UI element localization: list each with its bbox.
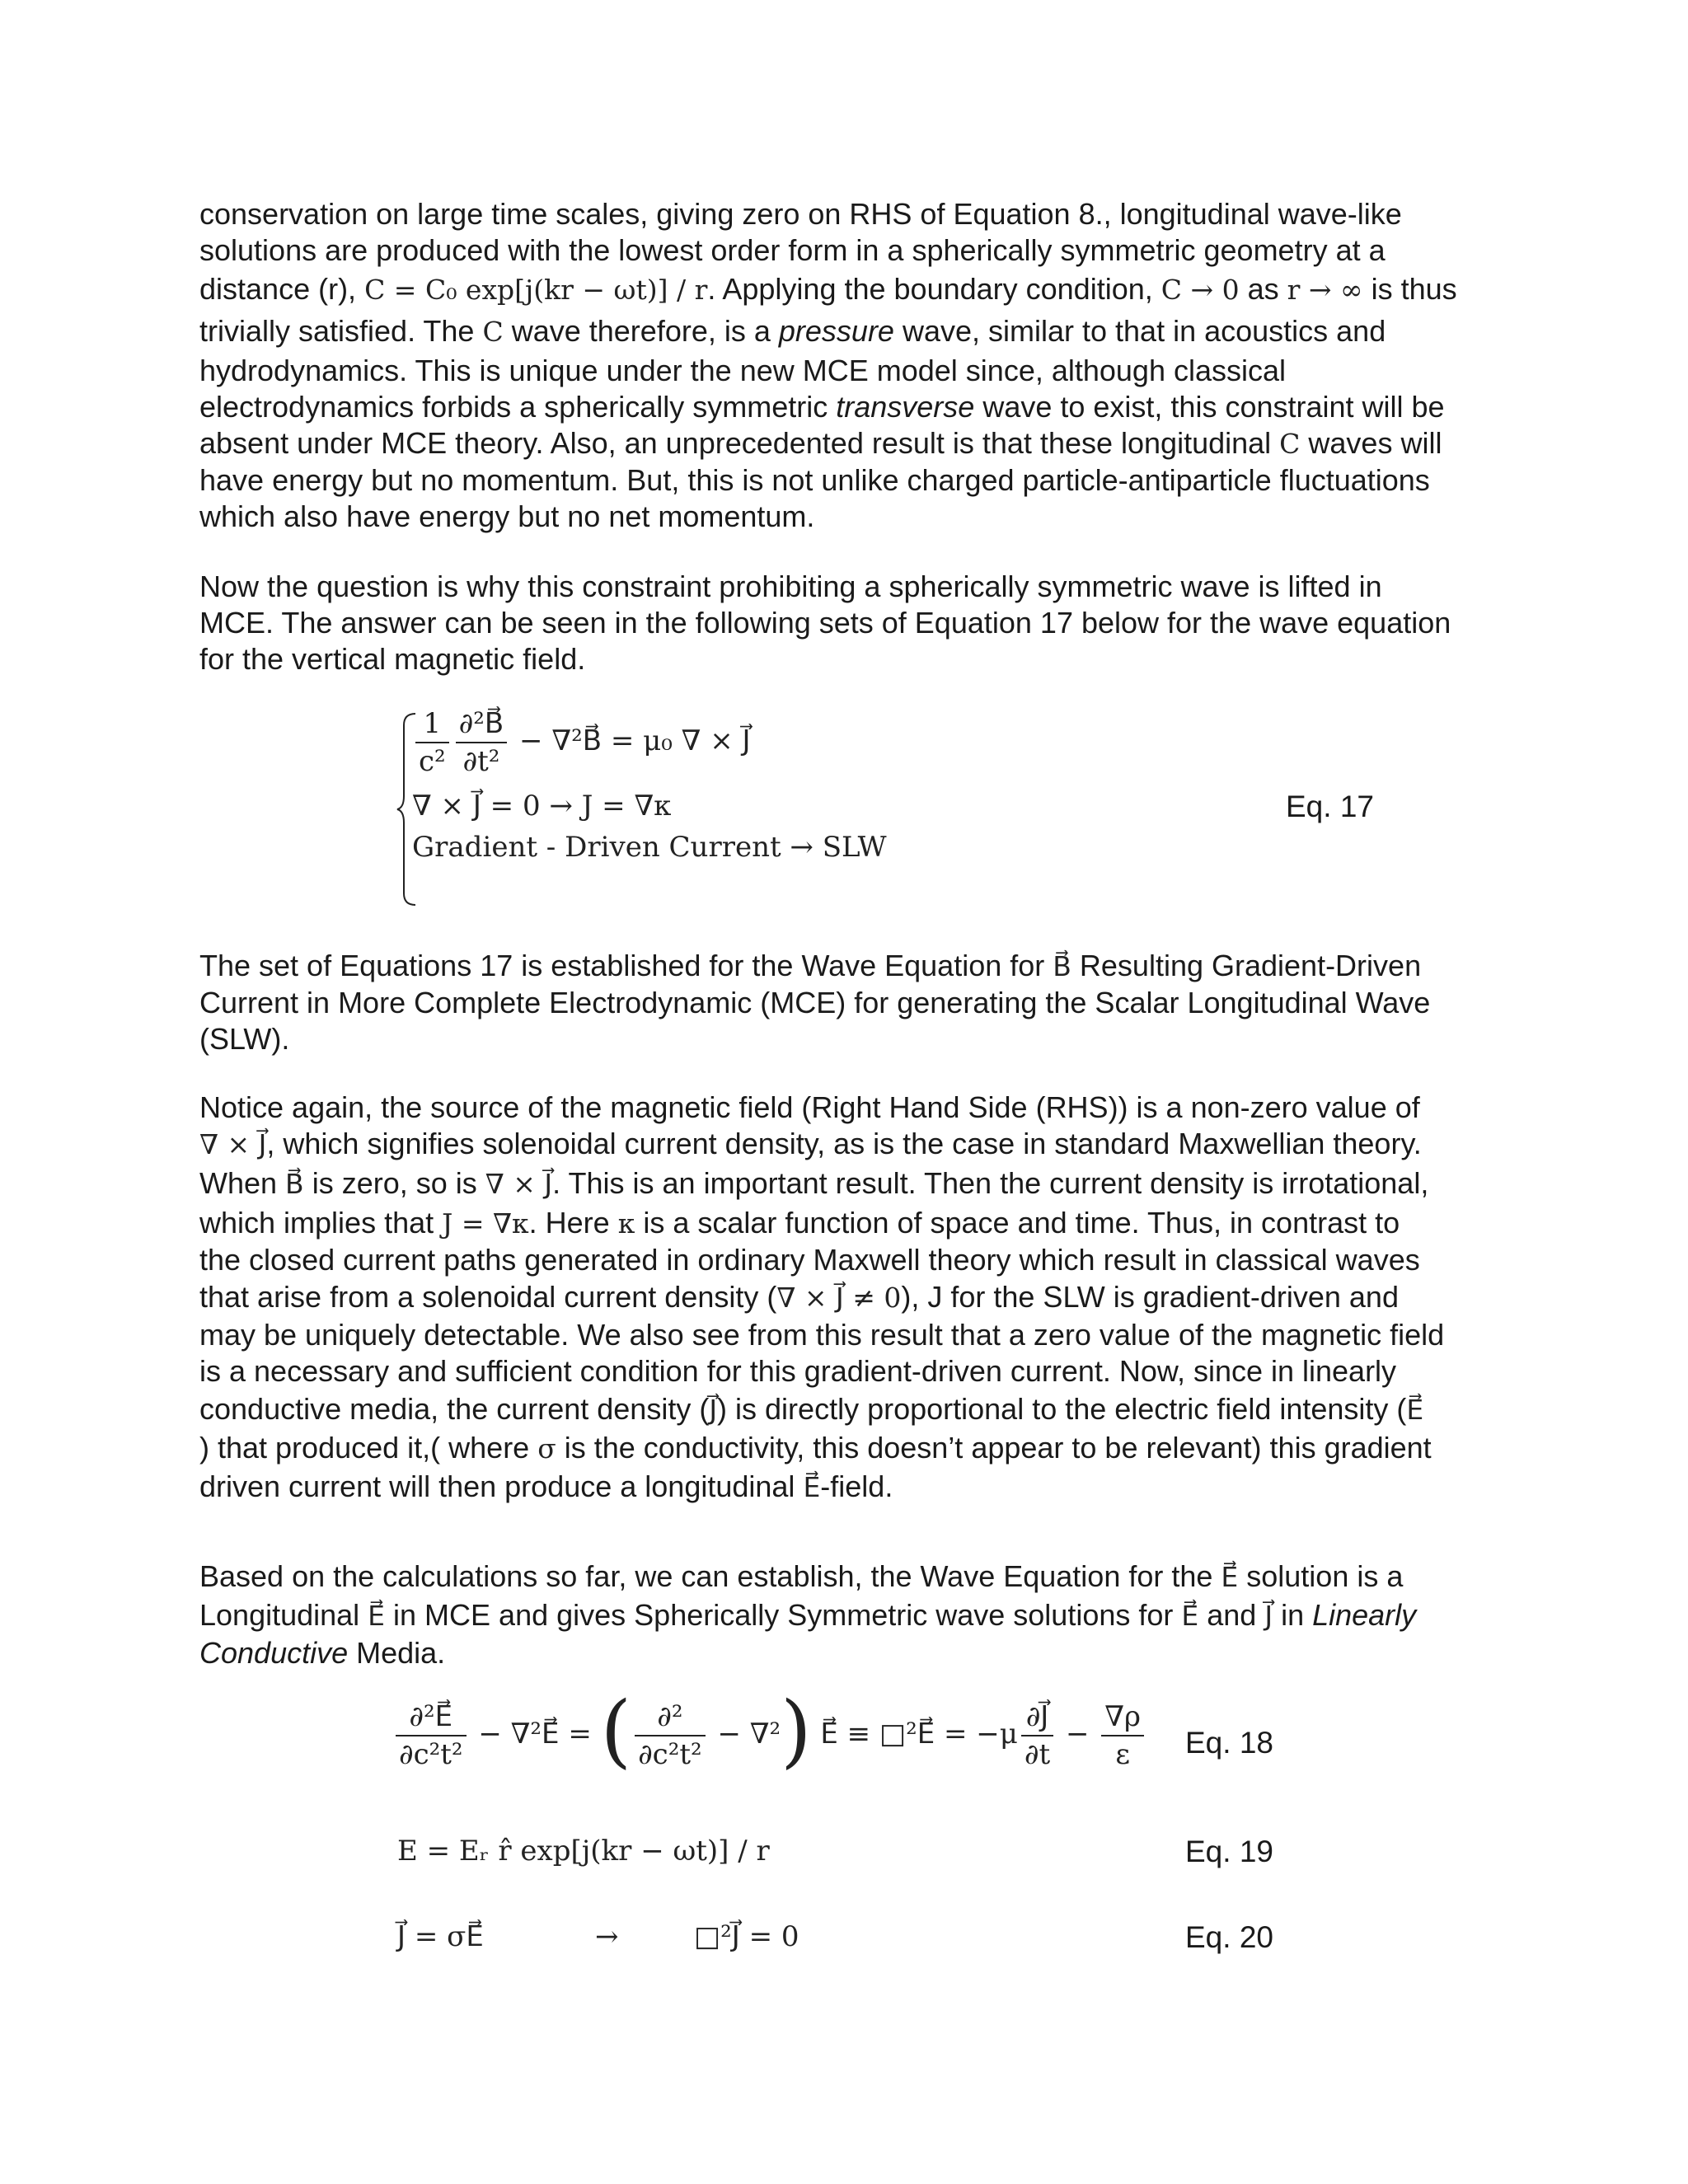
inline-math: J⃗: [1264, 1600, 1273, 1632]
inline-math: C = C₀ exp[j(kr − ωt)] / r: [364, 274, 708, 306]
text-line: which implies that J = ∇κ. Here κ is a scalar function of space and time. Thus, in contrast to: [199, 1206, 1400, 1240]
inline-math: r → ∞: [1287, 274, 1363, 306]
text-line: ) that produced it,( where σ is the conductivity, this doesn’t appear to be relevant) this gradient: [199, 1431, 1432, 1465]
inline-math: J⃗: [709, 1394, 718, 1426]
equation-20-label: Eq. 20: [1185, 1920, 1273, 1954]
text-line: When B⃗ is zero, so is ∇ × J⃗. This is an important result. Then the current density is irrotational,: [199, 1166, 1429, 1200]
paragraph-c-wave: [199, 196, 1502, 535]
text-line: driven current will then produce a longitudinal E⃗-field.: [199, 1469, 893, 1503]
inline-math: C: [1279, 428, 1301, 460]
text-line: Now the question is why this constraint prohibiting a spherically symmetric wave is lifted in: [199, 569, 1382, 603]
equation-19-label: Eq. 19: [1185, 1835, 1273, 1868]
inline-math: ∇ × J⃗ ≠ 0: [776, 1282, 902, 1314]
inline-math: E⃗: [1221, 1561, 1239, 1593]
text-line: electrodynamics forbids a spherically symmetric transverse wave to exist, this constraint will be: [199, 390, 1445, 424]
equation-20-lhs: J⃗ = σE⃗: [397, 1920, 484, 1953]
paragraph-notice: [199, 1090, 1502, 1507]
text-line: for the vertical magnetic field.: [199, 642, 586, 676]
inline-math: B⃗: [285, 1168, 304, 1200]
paragraph-question: [199, 569, 1502, 677]
paragraph-eq17-description: [199, 948, 1502, 1057]
text-line: the closed current paths generated in ordinary Maxwell theory which result in classical waves: [199, 1243, 1420, 1277]
text-line: have energy but no momentum. But, this is not unlike charged particle-antiparticle fluctuations: [199, 463, 1430, 497]
text-line: Conductive Media.: [199, 1636, 446, 1670]
equation-17-label: Eq. 17: [1286, 790, 1374, 823]
text-line: which also have energy but no net momentum.: [199, 499, 815, 533]
equation-17-row-2: ∇ × J⃗ = 0 → J = ∇κ: [412, 790, 672, 823]
text-line: The set of Equations 17 is established for the Wave Equation for B⃗ Resulting Gradient-Driven: [199, 949, 1422, 982]
inline-math: σ: [537, 1432, 556, 1465]
text-line: MCE. The answer can be seen in the following sets of Equation 17 below for the wave equation: [199, 606, 1451, 640]
equation-20-rhs: □²J⃗ = 0: [694, 1920, 799, 1953]
inline-math: κ: [617, 1207, 635, 1240]
inline-math: E⃗: [1181, 1600, 1199, 1632]
inline-math: C → 0: [1160, 274, 1240, 306]
equation-17-row-1: $\frac{1}{\text{c²}}$ $\frac{\text{∂²B⃗}}{\text{∂t²}}$ − ∇²B⃗ = μ₀ ∇ × J⃗: [412, 707, 751, 778]
inline-math: ∇ × J⃗: [199, 1128, 267, 1160]
text-line: Current in More Complete Electrodynamic (MCE) for generating the Scalar Longitudinal Wave: [199, 986, 1431, 1019]
text-line: conductive media, the current density (J⃗) is directly proportional to the electric field intensity (E⃗: [199, 1392, 1424, 1426]
paragraph-wave-equation-e: [199, 1558, 1502, 1671]
text-line: solutions are produced with the lowest order form in a spherically symmetric geometry at a: [199, 233, 1386, 267]
inline-math: C: [482, 316, 504, 348]
inline-math: E⃗: [803, 1471, 821, 1503]
text-line: hydrodynamics. This is unique under the new MCE model since, although classical: [199, 354, 1287, 387]
inline-math: J = ∇κ: [442, 1207, 529, 1240]
equation-18-label: Eq. 18: [1185, 1726, 1273, 1760]
text-line: Notice again, the source of the magnetic field (Right Hand Side (RHS)) is a non-zero value of: [199, 1090, 1420, 1124]
inline-math: B⃗: [1053, 950, 1071, 982]
inline-math: E⃗: [368, 1600, 386, 1632]
text-line: distance (r), C = C₀ exp[j(kr − ωt)] / r. Applying the boundary condition, C → 0 as r → ∞ is thus: [199, 272, 1457, 306]
text-line: may be uniquely detectable. We also see from this result that a zero value of the magnetic field: [199, 1318, 1445, 1352]
text-line: is a necessary and sufficient condition for this gradient-driven current. Now, since in linearly: [199, 1354, 1397, 1388]
text-line: Based on the calculations so far, we can establish, the Wave Equation for the E⃗ solution is a: [199, 1559, 1404, 1593]
text-line: absent under MCE theory. Also, an unprecedented result is that these longitudinal C waves will: [199, 426, 1442, 460]
text-line: Longitudinal E⃗ in MCE and gives Spherically Symmetric wave solutions for E⃗ and J⃗ in Linearly: [199, 1598, 1417, 1632]
equation-18: $\frac{\text{∂²E⃗}}{\text{∂c²t²}}$ − ∇²E⃗ = ( $\frac{\text{∂²}}{\text{∂c²t²}}$ − ∇²) E⃗ ≡ □²E⃗ = −μ $\frac{\partial J⃗}{\partial t}$ − $\frac{\nabla\rho}{\varepsilon}$: [392, 1696, 1147, 1775]
equation-17-row-3: Gradient - Driven Current → SLW: [412, 831, 887, 864]
equation-19: E = Eᵣ r̂ exp[j(kr − ωt)] / r: [397, 1835, 770, 1868]
text-line: (SLW).: [199, 1022, 290, 1056]
equation-20-arrow: →: [595, 1920, 619, 1953]
text-line: trivially satisfied. The C wave therefore, is a pressure wave, similar to that in acoustics and: [199, 314, 1386, 348]
text-line: ∇ × J⃗, which signifies solenoidal current density, as is the case in standard Maxwellian theory.: [199, 1127, 1422, 1160]
text-line: conservation on large time scales, giving zero on RHS of Equation 8., longitudinal wave-like: [199, 197, 1402, 231]
text-line: that arise from a solenoidal current density (∇ × J⃗ ≠ 0), J for the SLW is gradient-driven and: [199, 1280, 1399, 1314]
inline-math: E⃗: [1406, 1394, 1424, 1426]
inline-math: ∇ × J⃗: [485, 1168, 553, 1200]
